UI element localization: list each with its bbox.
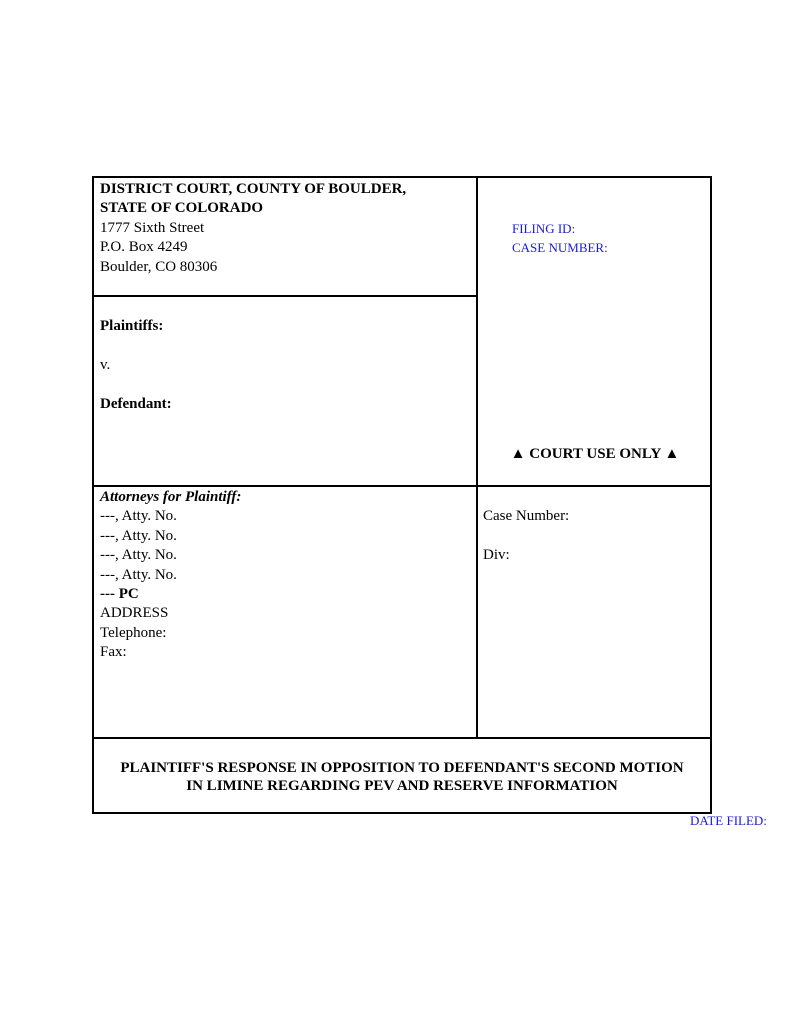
- firm-address: ADDRESS: [100, 605, 169, 622]
- case-number-label: Case Number:: [483, 508, 570, 524]
- court-info-block: [100, 180, 470, 277]
- versus-label: v.: [100, 356, 111, 373]
- court-block-divider: [94, 295, 476, 297]
- court-street: 1777 Sixth Street: [100, 219, 205, 236]
- fax-label: Fax:: [100, 644, 127, 661]
- court-use-only-label: ▲ COURT USE ONLY ▲: [510, 446, 680, 462]
- document-title: [94, 759, 710, 795]
- court-name-line1: DISTRICT COURT, COUNTY OF BOULDER,: [100, 181, 407, 197]
- court-name-line2: STATE OF COLORADO: [100, 200, 264, 217]
- attorney-name: ---, Atty. No.: [100, 547, 177, 564]
- filing-stamp: [512, 219, 608, 257]
- court-po-box: P.O. Box 4249: [100, 239, 188, 256]
- attorney-name: ---, Atty. No.: [100, 566, 177, 583]
- defendant-label: Defendant:: [100, 395, 172, 412]
- telephone-label: Telephone:: [100, 624, 167, 641]
- attorneys-block: [100, 488, 470, 663]
- court-city-state-zip: Boulder, CO 80306: [100, 258, 218, 275]
- attorney-name: ---, Atty. No.: [100, 508, 177, 525]
- date-filed-label: DATE FILED:: [690, 813, 767, 828]
- document-title-line2: IN LIMINE REGARDING PEV AND RESERVE INFORMATION: [186, 778, 618, 794]
- document-title-line1: PLAINTIFF'S RESPONSE IN OPPOSITION TO DEFENDANT'S SECOND MOTION: [120, 760, 684, 776]
- attorneys-heading: Attorneys for Plaintiff:: [100, 489, 242, 505]
- law-firm-name: --- PC: [100, 586, 139, 603]
- filing-id-label: FILING ID:: [512, 221, 576, 236]
- filing-case-number-label: CASE NUMBER:: [512, 240, 608, 255]
- parties-block-divider: [94, 485, 712, 487]
- attorneys-block-divider: [94, 737, 712, 739]
- case-caption-table: [92, 176, 712, 814]
- plaintiffs-label: Plaintiffs:: [100, 318, 164, 334]
- parties-block: [100, 317, 470, 414]
- case-info-block: [483, 507, 703, 565]
- attorney-name: ---, Atty. No.: [100, 527, 177, 544]
- div-label: Div:: [483, 546, 510, 563]
